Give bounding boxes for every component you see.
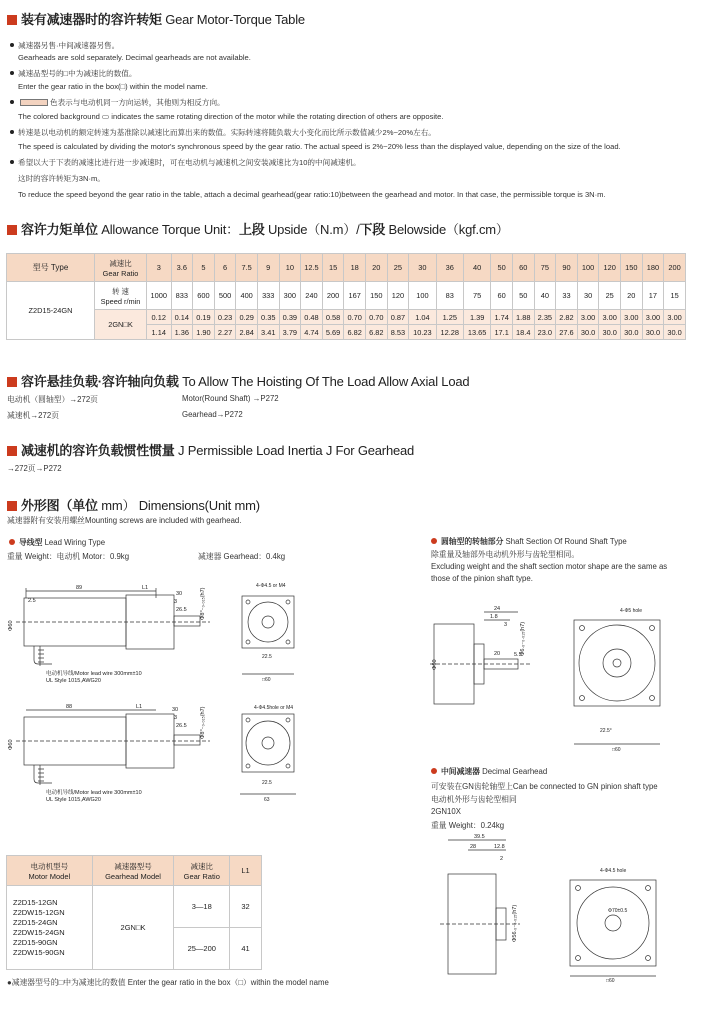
speed-cell-8: 200 xyxy=(322,282,344,310)
gear-ratio-cell-15: 50 xyxy=(491,254,513,282)
round-shaft-title: 圆轴型的转轴部分 Shaft Section Of Round Shaft Type xyxy=(431,536,627,547)
colored-background-swatch xyxy=(20,99,48,106)
note-2-en: Enter the gear ratio in the box(□) within the model name. xyxy=(18,82,208,91)
torque-nm-cell-9: 0.70 xyxy=(344,310,366,325)
svg-text:L1: L1 xyxy=(136,704,143,710)
decimal-gearhead-front-view-drawing xyxy=(566,862,670,982)
torque-nm-cell-1: 0.14 xyxy=(171,310,193,325)
load-inertia-ref: →272页→P272 xyxy=(7,464,62,473)
svg-text:Φ60: Φ60 xyxy=(8,739,14,750)
speed-cell-18: 33 xyxy=(556,282,578,310)
note-3-cn: 色表示与电动机同一方向运转，其他则为相反方向。 xyxy=(10,97,225,108)
bullet-icon xyxy=(9,539,15,545)
l1-value-2: 41 xyxy=(230,928,262,970)
section-title-hoisting-load: 容许悬挂负载·容许轴向负载 To Allow The Hoisting Of The Load Allow Axial Load xyxy=(7,371,469,390)
svg-text:Φ8⁰₋₀.₀₁₅(h7): Φ8⁰₋₀.₀₁₅(h7) xyxy=(200,587,206,620)
torque-kgfcm-cell-0: 1.14 xyxy=(147,325,172,340)
svg-text:28: 28 xyxy=(470,844,477,850)
torque-kgfcm-cell-23: 30.0 xyxy=(664,325,686,340)
speed-cell-4: 400 xyxy=(236,282,258,310)
type-header: 型号 Type xyxy=(7,254,95,282)
section-marker-icon xyxy=(7,501,17,511)
note-1-cn: 减速器另售·中间减速器另售。 xyxy=(10,40,119,51)
svg-text:□60: □60 xyxy=(612,747,621,752)
torque-kgfcm-cell-21: 30.0 xyxy=(620,325,642,340)
torque-kgfcm-cell-17: 23.0 xyxy=(534,325,556,340)
motor-model-cell: Z2D15-24GN xyxy=(7,282,95,340)
torque-nm-cell-20: 3.00 xyxy=(599,310,621,325)
svg-text:89: 89 xyxy=(76,585,83,591)
svg-text:电动机导线/Motor lead wire 300mm±10: 电动机导线/Motor lead wire 300mm±10 xyxy=(46,671,142,677)
svg-text:Φ70±0.5: Φ70±0.5 xyxy=(608,908,628,914)
torque-nm-cell-14: 1.39 xyxy=(463,310,490,325)
svg-text:22.5: 22.5 xyxy=(262,780,272,786)
torque-nm-cell-3: 0.23 xyxy=(214,310,236,325)
note-2-cn: 减速品型号的□中为减速比的数值。 xyxy=(10,68,137,79)
decimal-gearhead-line1: 可安装在GN齿轮轴型上Can be connected to GN pinion shaft type xyxy=(431,782,658,791)
torque-kgfcm-cell-13: 12.28 xyxy=(436,325,463,340)
gear-ratio-cell-20: 120 xyxy=(599,254,621,282)
torque-nm-cell-23: 3.00 xyxy=(664,310,686,325)
gear-ratio-cell-6: 10 xyxy=(279,254,301,282)
torque-kgfcm-cell-16: 18.4 xyxy=(512,325,534,340)
torque-nm-cell-5: 0.35 xyxy=(257,310,279,325)
gear-ratio-cell-14: 40 xyxy=(463,254,490,282)
decimal-gearhead-line2: 电动机外形与齿轮型相同 xyxy=(431,795,517,804)
speed-cell-19: 30 xyxy=(577,282,599,310)
speed-cell-14: 75 xyxy=(463,282,490,310)
section-title-load-inertia: 减速机的容许负载惯性惯量 J Permissible Load Inertia J For Gearhead xyxy=(7,440,414,459)
torque-kgfcm-cell-22: 30.0 xyxy=(642,325,664,340)
svg-text:L1: L1 xyxy=(142,585,149,591)
gear-ratio-cell-4: 7.5 xyxy=(236,254,258,282)
speed-cell-10: 150 xyxy=(365,282,387,310)
motor-model-table xyxy=(6,855,262,970)
svg-text:3: 3 xyxy=(504,622,508,628)
gear-ratio-cell-5: 9 xyxy=(257,254,279,282)
torque-table xyxy=(6,253,686,340)
torque-kgfcm-cell-12: 10.23 xyxy=(409,325,436,340)
speed-cell-0: 1000 xyxy=(147,282,172,310)
torque-nm-cell-15: 1.74 xyxy=(491,310,513,325)
gear-ratio-header-2: 减速比 Gear Ratio xyxy=(174,856,230,886)
svg-text:22.5°: 22.5° xyxy=(600,728,612,734)
note-1-en: Gearheads are sold separately. Decimal gearheads are not available. xyxy=(18,53,251,62)
torque-kgfcm-cell-20: 30.0 xyxy=(599,325,621,340)
gear-ratio-cell-9: 18 xyxy=(344,254,366,282)
torque-kgfcm-cell-18: 27.6 xyxy=(556,325,578,340)
torque-nm-cell-17: 2.35 xyxy=(534,310,556,325)
torque-kgfcm-cell-4: 2.84 xyxy=(236,325,258,340)
svg-text:39.5: 39.5 xyxy=(474,834,485,840)
svg-text:□60: □60 xyxy=(262,677,271,683)
speed-cell-5: 333 xyxy=(257,282,279,310)
decimal-gearhead-model: 2GN10X xyxy=(431,807,461,816)
torque-nm-cell-19: 3.00 xyxy=(577,310,599,325)
round-shaft-line3: those of the pinion shaft type. xyxy=(431,574,533,583)
torque-nm-cell-4: 0.29 xyxy=(236,310,258,325)
svg-text:Φ60: Φ60 xyxy=(8,620,14,631)
ratio-range-2: 25—200 xyxy=(174,928,230,970)
svg-text:电动机导线/Motor lead wire 300mm±10: 电动机导线/Motor lead wire 300mm±10 xyxy=(46,790,142,796)
section-title-gear-motor-torque: 装有减速器时的容许转矩 Gear Motor-Torque Table xyxy=(7,9,305,28)
speed-cell-17: 40 xyxy=(534,282,556,310)
svg-text:26.5: 26.5 xyxy=(176,607,187,613)
speed-cell-1: 833 xyxy=(171,282,193,310)
speed-cell-15: 60 xyxy=(491,282,513,310)
torque-nm-cell-21: 3.00 xyxy=(620,310,642,325)
svg-text:Φ60: Φ60 xyxy=(432,659,438,670)
torque-kgfcm-cell-1: 1.36 xyxy=(171,325,193,340)
svg-text:Φ6.₀₋₀.₀₁₅(h7): Φ6.₀₋₀.₀₁₅(h7) xyxy=(520,621,526,656)
l1-header: L1 xyxy=(230,856,262,886)
gear-ratio-header: 减速比 Gear Ratio xyxy=(95,254,147,282)
svg-text:30: 30 xyxy=(172,707,179,713)
pinion-shaft-front-view-drawing xyxy=(236,700,302,810)
torque-nm-cell-16: 1.88 xyxy=(512,310,534,325)
pinion-shaft-side-view-drawing xyxy=(6,697,220,807)
svg-text:5.5: 5.5 xyxy=(514,652,522,658)
footer-note: ●减速器型号的□中为减速比的数值 Enter the gear ratio in the box（□）within the model name xyxy=(7,978,329,987)
svg-text:63: 63 xyxy=(264,797,270,803)
torque-kgfcm-cell-8: 5.69 xyxy=(322,325,344,340)
torque-kgfcm-cell-11: 8.53 xyxy=(387,325,409,340)
torque-kgfcm-cell-19: 30.0 xyxy=(577,325,599,340)
round-shaft-front-view-drawing xyxy=(570,602,670,752)
torque-nm-cell-8: 0.58 xyxy=(322,310,344,325)
motor-model-list: Z2D15-12GN Z2DW15-12GN Z2D15-24GN Z2DW15-24GN Z2D15-90GN Z2DW15-90GN xyxy=(7,886,93,970)
torque-kgfcm-cell-10: 6.82 xyxy=(365,325,387,340)
svg-text:Φ56.₀₋₀.₀₁₅(h7): Φ56.₀₋₀.₀₁₅(h7) xyxy=(512,904,518,942)
decimal-gearhead-weight: 重量 Weight：0.24kg xyxy=(431,821,505,830)
gear-ratio-cell-17: 75 xyxy=(534,254,556,282)
svg-text:22.5: 22.5 xyxy=(262,654,272,660)
weight-motor: 重量 Weight：电动机 Motor：0.9kg xyxy=(7,552,130,561)
motor-round-shaft-ref-cn: 电动机（圆轴型）→272页 xyxy=(7,395,98,404)
weight-gearhead: 减速器 Gearhead：0.4kg xyxy=(198,552,286,561)
gear-ratio-cell-8: 15 xyxy=(322,254,344,282)
svg-text:4-Φ4.5hole or M4: 4-Φ4.5hole or M4 xyxy=(254,705,294,711)
speed-cell-6: 300 xyxy=(279,282,301,310)
svg-text:3: 3 xyxy=(174,599,178,605)
speed-cell-11: 120 xyxy=(387,282,409,310)
section-marker-icon xyxy=(7,225,17,235)
speed-cell-13: 83 xyxy=(436,282,463,310)
speed-cell-22: 17 xyxy=(642,282,664,310)
gear-ratio-cell-10: 20 xyxy=(365,254,387,282)
speed-cell-20: 25 xyxy=(599,282,621,310)
round-shaft-line1: 除重量及轴部外电动机外形与齿轮型相同。 xyxy=(431,550,580,559)
torque-kgfcm-cell-7: 4.74 xyxy=(301,325,323,340)
speed-cell-23: 15 xyxy=(664,282,686,310)
svg-text:20: 20 xyxy=(494,651,501,657)
torque-nm-cell-11: 0.87 xyxy=(387,310,409,325)
speed-cell-9: 167 xyxy=(344,282,366,310)
gear-ratio-cell-0: 3 xyxy=(147,254,172,282)
gear-ratio-cell-13: 36 xyxy=(436,254,463,282)
torque-kgfcm-cell-2: 1.90 xyxy=(193,325,215,340)
gear-ratio-cell-23: 200 xyxy=(664,254,686,282)
section-marker-icon xyxy=(7,15,17,25)
lead-wiring-side-view-drawing xyxy=(6,578,220,688)
gear-ratio-cell-12: 30 xyxy=(409,254,436,282)
speed-cell-16: 50 xyxy=(512,282,534,310)
svg-text:1.8: 1.8 xyxy=(490,614,498,620)
speed-cell-12: 100 xyxy=(409,282,436,310)
note-4-en: The speed is calculated by dividing the motor's synchronous speed by the gear ratio. The actual speed is 2%~20% less than the displayed value, depending on the size of the load. xyxy=(18,142,621,151)
gear-ratio-cell-16: 60 xyxy=(512,254,534,282)
svg-text:30: 30 xyxy=(176,591,183,597)
svg-text:2: 2 xyxy=(500,856,504,862)
round-shaft-line2: Excluding weight and the shaft section motor shape are the same as xyxy=(431,562,668,571)
note-5-cn2: 这时的容许转矩为3N·m。 xyxy=(18,174,105,183)
torque-kgfcm-cell-3: 2.27 xyxy=(214,325,236,340)
bullet-icon xyxy=(431,768,437,774)
svg-text:4-Φ5 hole: 4-Φ5 hole xyxy=(620,608,643,614)
torque-nm-cell-0: 0.12 xyxy=(147,310,172,325)
torque-nm-cell-6: 0.39 xyxy=(279,310,301,325)
gear-ratio-cell-22: 180 xyxy=(642,254,664,282)
section-title-allowance-torque: 容许力矩单位 Allowance Torque Unit：上段 Upside（N.m）/下段 Belowside（kgf.cm） xyxy=(7,219,509,238)
lead-wiring-title: 导线型 Lead Wiring Type xyxy=(9,537,105,548)
motor-model-header: 电动机型号 Motor Model xyxy=(7,856,93,886)
gear-ratio-cell-7: 12.5 xyxy=(301,254,323,282)
torque-nm-cell-10: 0.70 xyxy=(365,310,387,325)
gear-ratio-cell-19: 100 xyxy=(577,254,599,282)
speed-header: 转 速 Speed r/min xyxy=(95,282,147,310)
gear-ratio-cell-18: 90 xyxy=(556,254,578,282)
svg-text:2.5: 2.5 xyxy=(28,598,36,604)
l1-value-1: 32 xyxy=(230,886,262,928)
note-3-en: The colored background ▭ indicates the same rotating direction of the motor while the rotating direction of others are opposite. xyxy=(18,112,444,121)
svg-text:26.5: 26.5 xyxy=(176,723,187,729)
gear-ratio-cell-11: 25 xyxy=(387,254,409,282)
speed-cell-2: 600 xyxy=(193,282,215,310)
lead-wiring-front-view-drawing xyxy=(238,578,302,686)
torque-kgfcm-cell-15: 17.1 xyxy=(491,325,513,340)
gear-ratio-cell-3: 6 xyxy=(214,254,236,282)
mounting-screws-note: 减速器附有安装用螺丝Mounting screws are included with gearhead. xyxy=(7,516,242,525)
bullet-icon xyxy=(431,538,437,544)
round-shaft-side-view-drawing xyxy=(430,604,550,714)
torque-nm-cell-22: 3.00 xyxy=(642,310,664,325)
svg-text:12.8: 12.8 xyxy=(494,844,505,850)
motor-round-shaft-ref-en: Motor(Round Shaft) →P272 xyxy=(182,394,279,403)
svg-text:24: 24 xyxy=(494,606,501,612)
note-4-cn: 转速是以电动机的额定转速为基准除以减速比而算出来的数值。实际转速将随负载大小变化而比所示数值减少2%~20%左右。 xyxy=(10,127,436,138)
gearhead-ref-en: Gearhead→P272 xyxy=(182,410,243,419)
gear-ratio-cell-2: 5 xyxy=(193,254,215,282)
speed-cell-21: 20 xyxy=(620,282,642,310)
gearhead-model-value: 2GN□K xyxy=(92,886,174,970)
torque-kgfcm-cell-9: 6.82 xyxy=(344,325,366,340)
gear-ratio-cell-1: 3.6 xyxy=(171,254,193,282)
svg-text:UL Style 1015,AWG20: UL Style 1015,AWG20 xyxy=(46,678,101,684)
svg-text:□60: □60 xyxy=(606,978,615,982)
torque-nm-cell-18: 2.82 xyxy=(556,310,578,325)
gearhead-model-header: 减速器型号 Gearhead Model xyxy=(92,856,174,886)
torque-kgfcm-cell-5: 3.41 xyxy=(257,325,279,340)
section-title-dimensions: 外形图（单位 mm） Dimensions(Unit mm) xyxy=(7,495,260,514)
svg-text:3: 3 xyxy=(174,715,178,721)
speed-cell-3: 500 xyxy=(214,282,236,310)
torque-kgfcm-cell-6: 3.79 xyxy=(279,325,301,340)
svg-text:4-Φ4.5 or M4: 4-Φ4.5 or M4 xyxy=(256,583,286,589)
svg-text:4-Φ4.5 hole: 4-Φ4.5 hole xyxy=(600,868,627,874)
torque-nm-cell-12: 1.04 xyxy=(409,310,436,325)
torque-kgfcm-cell-14: 13.65 xyxy=(463,325,490,340)
section-marker-icon xyxy=(7,446,17,456)
note-5-en: To reduce the speed beyond the gear ratio in the table, attach a decimal gearhead(gear ratio:10)between the gearhead and motor. In that case, the permissible torque is 3N·m. xyxy=(18,190,606,199)
ratio-range-1: 3—18 xyxy=(174,886,230,928)
torque-nm-cell-7: 0.48 xyxy=(301,310,323,325)
gearhead-model-cell: 2GN□K xyxy=(95,310,147,340)
torque-nm-cell-2: 0.19 xyxy=(193,310,215,325)
torque-nm-cell-13: 1.25 xyxy=(436,310,463,325)
section-marker-icon xyxy=(7,377,17,387)
decimal-gearhead-side-view-drawing xyxy=(440,830,560,980)
speed-cell-7: 240 xyxy=(301,282,323,310)
gearhead-ref-cn: 减速机→272页 xyxy=(7,411,59,420)
svg-text:UL Style 1015,AWG20: UL Style 1015,AWG20 xyxy=(46,797,101,803)
note-5-cn: 希望以大于下表的减速比进行进一步减速时，可在电动机与减速机之间安装减速比为10的中间减速机。 xyxy=(10,157,361,168)
decimal-gearhead-title: 中间减速器 Decimal Gearhead xyxy=(431,766,547,777)
gear-ratio-cell-21: 150 xyxy=(620,254,642,282)
svg-text:Φ8⁰₋₀.₀₁₅(h7): Φ8⁰₋₀.₀₁₅(h7) xyxy=(200,706,206,739)
svg-text:88: 88 xyxy=(66,704,73,710)
